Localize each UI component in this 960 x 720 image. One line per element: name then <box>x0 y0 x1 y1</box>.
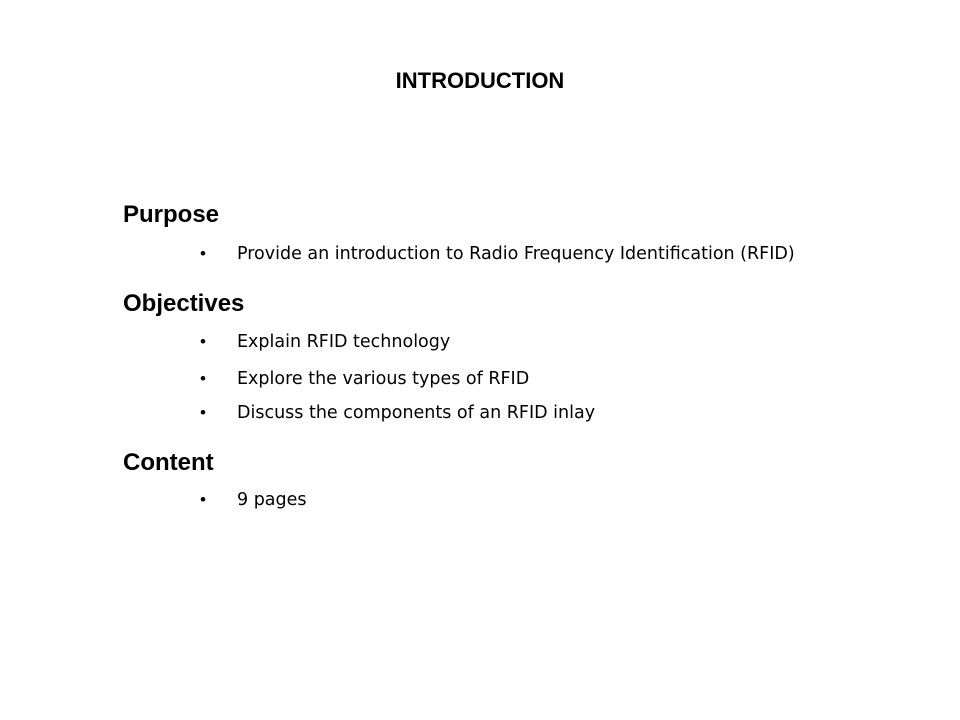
section-heading-content: Content <box>123 449 214 476</box>
purpose-bullet <box>200 241 795 267</box>
objectives-bullet <box>200 366 529 392</box>
bullet-icon: • <box>200 403 206 422</box>
bullet-text: Provide an introduction to Radio Frequency Identification (RFID) <box>237 244 795 264</box>
bullet-text: Explain RFID technology <box>237 332 451 352</box>
section-heading-purpose: Purpose <box>123 201 220 228</box>
content-bullet <box>200 487 307 513</box>
section-heading-objectives: Objectives <box>123 290 245 317</box>
objectives-bullet <box>200 329 450 355</box>
bullet-text: Explore the various types of RFID <box>237 369 530 389</box>
objectives-bullet <box>200 400 595 426</box>
slide-title: INTRODUCTION <box>395 68 565 93</box>
bullet-text: 9 pages <box>237 490 307 510</box>
bullet-icon: • <box>200 332 206 351</box>
bullet-icon: • <box>200 490 206 509</box>
bullet-icon: • <box>200 244 206 263</box>
bullet-text: Discuss the components of an RFID inlay <box>237 403 596 423</box>
bullet-icon: • <box>200 369 206 388</box>
